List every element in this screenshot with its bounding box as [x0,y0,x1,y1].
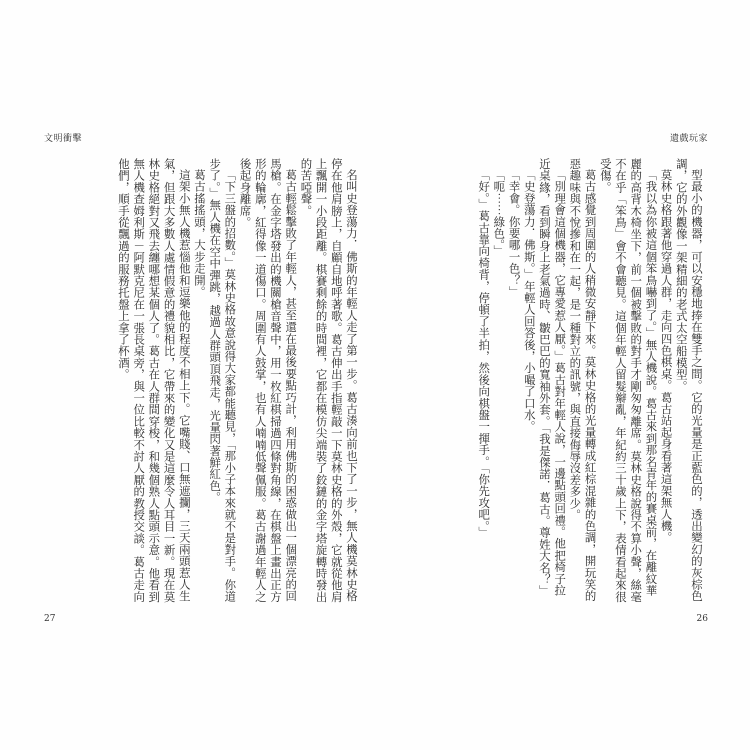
right-page-text [394,158,704,608]
paragraph: 這架小無人機惹惱他和逗樂他的程度不相上下。它嘴賤、口無遮攔，三天兩頭惹人生氣，但跟大多數人處情假意的禮貌相比，它帶來的變化又是這麼令人耳目一新。現在莫林史格絕對又飛去纏哪想某個人了。葛古在人群間穿梭，和幾個熟人點頭示意。他看到無人機查姆利斯－阿默克尼在一張長桌旁，與一位比較不討人厭的教授交談。葛古走向他們，順手從飄過的服務托盤上拿了杯酒。 [116,158,192,603]
paragraph: 葛古感覺到周圍的人稍微安靜下來。莫林史格的光量轉成紅棕混雜的色調，開玩笑的惡趣味與不悅摻和在一起，是一種對立的訊號，與直接侮辱沒差多少。 [568,158,598,603]
paragraph: 莫林史格跟著他穿過人群，走向四色棋桌。葛古站起身看著這架無人機。 [659,169,674,544]
paragraph: 「我以為你被這個笨鳥嚇到了。」無人機說。葛古來到那名青年的賽桌前，在離紋華麗的高背木椅坐下，前一個被擊敗的對手才剛匆匆離席。莫林史格說得不算小聲，絲毫不在乎「笨鳥」會不會聽見。這個年輕人留髮辮亂，年紀約三十歲上下，表情看起來很受傷。 [598,158,659,603]
paragraph: 「別理會這個機器，它專愛惹人厭。」葛古對年輕人說，一邊點頭回禮。他把椅子拉近桌緣，看到瞬身上老氣過時、皺巴巴的寬袖外套。「我是傑諾．葛古。尊姓大名？」 [537,158,568,597]
page-number-right: 26 [696,614,708,624]
paragraph: 「好。」葛古靠向椅背，停頓了半拍，然後向棋盤一揮手。「你先攻吧。」 [477,169,492,539]
page-number-left: 27 [44,614,56,624]
left-page-text [45,158,359,608]
paragraph: 「下三盤的招數。」莫林史格故意說得大家都能聽見，「那小子本來就不是對手。你道步了。」無人機在空中彈跳，越過人群頭頂飛走，光量閃著鮮紅色。 [208,158,238,603]
paragraph: 型最小的機器，可以安穩地捧在雙手之間。它的光量是正藍色的，透出變幻的灰棕色調，它的外觀像一架精細的老式太空船模型。 [674,158,704,603]
paragraph: 葛古輕鬆擊敗了年輕人，甚至還在最後要點巧計，利用佛斯的困惑做出一個漂亮的回馬槍。在金字塔發出的機關槍音聲中，用一枚紅棋掃過四條對角線，在棋盤上畫出正方形的輪廓，紅得像一道傷口。周圍有人鼓掌，也有人喃喃低聲佩服。葛古謝過年輕人之後起身離席。 [238,158,299,603]
paragraph: 葛古搖搖頭，大步走開。 [192,169,207,299]
paragraph: 名叫史登蕩力．佛斯的年輕人走了第一步。葛古湊向前也下了一步，無人機莫林史格停在他肩膀上，自顧自地呼著歌。葛古伸出手指輕敲一下莫林史格的外殼，它就從他肩上飄開一小段距離。棋賽剩餘的時間裡，它都在模仿尖端裝了鉸鏈的金字塔旋轉時發出的苦啞聲。 [299,158,359,603]
running-header-left: 文明衝擊 [44,134,83,144]
running-header-right: 遺戲玩家 [669,134,708,144]
paragraph: 「呃⋯⋯綠色。」 [492,169,507,258]
paragraph: 「史登蕩力．佛斯。」年輕人回答後，小嘬了口水。 [522,169,537,433]
page-gutter [374,120,375,630]
paragraph: 「幸會。你要哪一色？」 [507,169,522,299]
